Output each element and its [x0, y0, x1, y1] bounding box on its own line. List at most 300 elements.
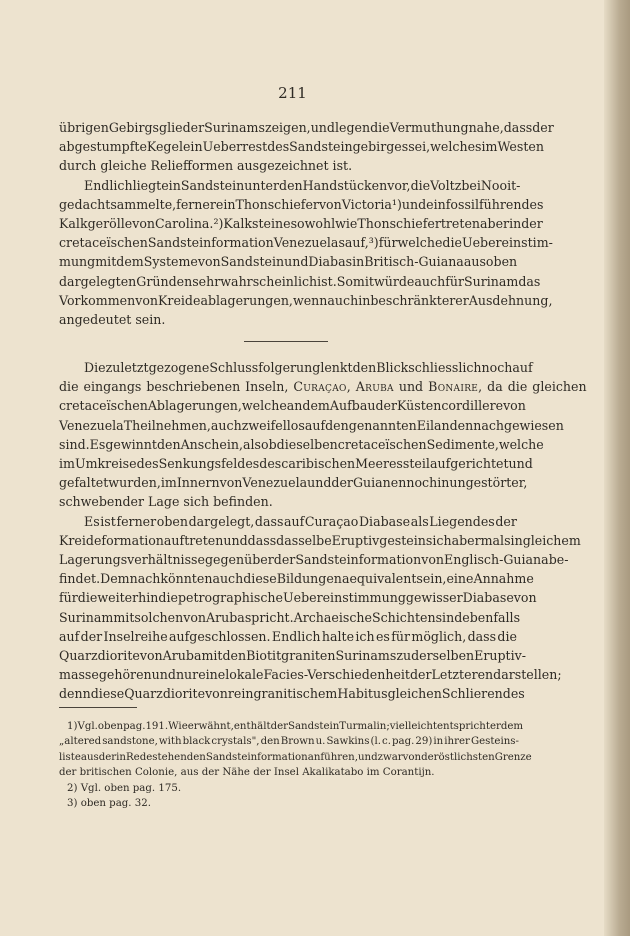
word: der	[521, 215, 543, 231]
word: wenn	[292, 292, 328, 308]
word: als	[410, 513, 429, 529]
word: dargelegt,	[188, 513, 255, 529]
text: der britischen Colonie, aus der Nähe der Insel Akalikatabo im Corantijn.	[59, 767, 435, 779]
word: dass	[503, 120, 533, 135]
word: auf	[512, 360, 533, 375]
word: Voltz	[430, 177, 462, 193]
text: und	[398, 379, 424, 395]
word: Sandsteinformation	[147, 235, 274, 251]
word: Britisch-Guiana	[364, 254, 464, 270]
word: und	[151, 667, 176, 683]
word: den	[260, 736, 280, 748]
word: Schlieren	[441, 686, 503, 702]
text-line	[59, 195, 544, 214]
word: und	[401, 196, 427, 212]
word: in	[433, 736, 444, 748]
word: auf	[304, 417, 326, 433]
word: Anschein,	[180, 436, 244, 452]
word: (l.	[370, 736, 381, 748]
word: Venezuela	[59, 417, 124, 433]
word: be-	[548, 551, 569, 567]
word: Liegendes	[429, 513, 495, 529]
word: den	[352, 360, 377, 375]
word: an	[286, 398, 303, 414]
word: sandstone,	[102, 736, 158, 748]
word: gezogene	[148, 360, 210, 375]
word: Ablagerungen,	[147, 398, 242, 414]
word: der	[375, 398, 397, 414]
word: Kegel	[146, 139, 183, 155]
word: dass	[247, 532, 277, 548]
word: von	[503, 398, 526, 414]
footnote-line	[59, 781, 519, 796]
text-line	[59, 291, 553, 310]
word: Schlussfolgerung	[209, 360, 321, 375]
word: ebenfalls	[462, 609, 521, 625]
word: findet.	[59, 571, 101, 587]
word: des	[259, 455, 282, 471]
word: sind.	[59, 436, 90, 452]
word: in	[510, 532, 523, 548]
word: Eilanden	[416, 417, 474, 433]
word: u.	[315, 736, 326, 748]
text-line	[59, 396, 526, 415]
word: enthält	[233, 721, 271, 732]
word: die	[497, 628, 517, 644]
word: liegt	[132, 177, 162, 193]
word: Diabase	[462, 590, 514, 606]
word: nachgewiesen	[473, 417, 564, 433]
text-line	[59, 646, 527, 665]
word: „altered	[59, 736, 102, 748]
page-number: 211	[278, 84, 307, 102]
word: Uebereinstim-	[461, 235, 553, 251]
footnotes	[59, 719, 532, 811]
word: Blick	[376, 360, 409, 375]
word: Sawkins	[326, 736, 370, 748]
word: Lagerungsverhältnisse	[59, 551, 205, 567]
word: der	[331, 475, 353, 491]
word: im	[160, 475, 177, 491]
word: und	[307, 475, 332, 491]
word: ein	[215, 196, 236, 212]
word: Annahme	[473, 571, 534, 587]
word: der	[532, 120, 554, 135]
word: sehr	[192, 273, 221, 289]
word: sowohl	[290, 215, 336, 231]
word: Gebirgsglieder	[108, 120, 205, 135]
word: das	[518, 273, 541, 289]
text-line	[59, 358, 533, 377]
word: Sedimente,	[426, 436, 499, 452]
word: im	[481, 139, 498, 155]
word: Westen	[497, 139, 544, 155]
word: Küstencordillere	[397, 398, 504, 414]
word: auch	[414, 273, 446, 289]
word: spricht.	[244, 609, 294, 625]
text-line	[59, 118, 554, 137]
word: von	[197, 254, 221, 270]
word: denn	[59, 686, 91, 702]
word: dem	[302, 398, 330, 414]
word: gefaltet	[59, 475, 109, 491]
word: Ausdehnung,	[468, 292, 553, 308]
word: Quarzdiorite	[124, 686, 206, 702]
word: Sandstein	[287, 721, 340, 732]
word: welches	[430, 139, 482, 155]
word: halte	[321, 628, 355, 644]
word: ³)	[368, 235, 379, 251]
word: von	[132, 215, 156, 231]
word: mit	[113, 609, 135, 625]
word: wahrscheinlich	[220, 273, 318, 289]
word: welche	[241, 398, 287, 414]
word: oben	[485, 254, 518, 270]
word: Gesteins-	[470, 736, 519, 748]
paragraph-4	[59, 512, 581, 704]
word: Grenze	[494, 751, 532, 763]
word: in	[509, 215, 522, 231]
word: dargelegten	[59, 273, 137, 289]
word: Victoria	[341, 196, 392, 212]
word: den	[156, 436, 181, 452]
word: aufgeschlossen.	[169, 628, 271, 644]
word: Surinam	[59, 609, 114, 625]
text-line	[59, 569, 534, 588]
word: Habitus	[337, 686, 388, 702]
word: dass	[254, 513, 284, 529]
word: weiterhin	[97, 590, 159, 606]
word: liste	[59, 751, 81, 763]
word: Eruptiv-	[474, 647, 527, 663]
text: 3) oben pag. 32.	[67, 797, 151, 809]
word: die	[77, 590, 98, 606]
word: Thonschiefer	[235, 196, 319, 212]
word: Gründen	[136, 273, 193, 289]
word: Uebereinstimmung	[283, 590, 406, 606]
text-line	[59, 512, 517, 531]
word: in	[358, 292, 371, 308]
word: ist.	[317, 273, 337, 289]
word: schliesslich	[408, 360, 482, 375]
text-line	[59, 473, 528, 492]
word: von	[402, 751, 422, 763]
word: diese	[243, 571, 277, 587]
word: gewinnt	[105, 436, 157, 452]
footnote-divider	[59, 707, 137, 708]
text-line	[59, 156, 517, 175]
word: Surinam	[463, 273, 519, 289]
word: mit	[201, 647, 223, 663]
word: östlichsten	[438, 751, 495, 763]
word: der	[273, 551, 296, 567]
word: Sandstein	[220, 254, 285, 270]
word: von	[139, 647, 163, 663]
word: Turmalin;	[339, 721, 390, 732]
word: granitischem	[253, 686, 338, 702]
text: die eingangs beschriebenen Inseln,	[59, 379, 289, 395]
text-line	[59, 435, 544, 454]
word: die	[370, 120, 390, 135]
paragraph-3	[59, 358, 587, 512]
word: von	[135, 292, 159, 308]
word: zwar	[377, 751, 403, 763]
text-line	[59, 531, 581, 550]
word: Quarzdiorite	[59, 647, 140, 663]
word: cretaceïschen	[59, 235, 148, 251]
word: aequivalent	[341, 571, 417, 587]
word: von	[205, 686, 228, 702]
word: black	[182, 736, 211, 748]
word: aus	[80, 751, 99, 763]
word: es	[375, 628, 390, 644]
text-line	[59, 684, 525, 703]
word: lokale	[225, 667, 264, 683]
text-line	[59, 233, 553, 252]
word: Vorkommen	[59, 292, 136, 308]
word: gleichem	[522, 532, 581, 548]
word: pag.	[392, 736, 415, 748]
text: durch gleiche Reliefformen ausgezeichnet ist.	[59, 158, 353, 174]
text-line	[59, 137, 544, 156]
word: abgestumpfte	[59, 139, 147, 155]
word: c.	[382, 736, 391, 748]
word: Sandsteingebirges	[289, 139, 409, 155]
text-line	[59, 588, 537, 607]
text-line	[59, 252, 517, 271]
word: Surinams	[204, 120, 265, 135]
word: Demnach	[100, 571, 161, 587]
section-divider	[244, 341, 328, 342]
word: beschränkterer	[370, 292, 469, 308]
word: ungestörter,	[449, 475, 528, 491]
word: in	[116, 751, 126, 763]
word: eine	[198, 667, 226, 683]
word: als	[243, 436, 262, 452]
word: Kalksteine	[223, 215, 291, 231]
word: sammelte,	[110, 196, 177, 212]
word: sein,	[416, 571, 447, 587]
word: Theil	[123, 417, 156, 433]
word: ein	[426, 196, 446, 212]
island-name-bonaire: Bonaire	[428, 379, 479, 395]
word: ich	[355, 628, 375, 644]
word: legen	[334, 120, 371, 135]
word: der	[98, 751, 117, 763]
word: zu	[396, 647, 412, 663]
word: Rede	[126, 751, 153, 763]
word: Meeres	[355, 455, 403, 471]
text-line	[59, 310, 517, 329]
word: Die	[84, 360, 106, 375]
word: ein	[161, 177, 181, 193]
word: auch	[210, 417, 242, 433]
word: darstellen;	[493, 667, 562, 683]
footnote-line	[59, 734, 519, 749]
word: von	[219, 475, 243, 491]
word: den	[279, 177, 303, 193]
word: übrigen	[59, 120, 109, 135]
word: Kreideformation	[59, 532, 164, 548]
word: unter	[244, 177, 280, 193]
word: Aruba	[206, 609, 245, 625]
word: auf	[284, 513, 305, 529]
word: vielleicht	[389, 721, 437, 732]
word: Bildungen	[276, 571, 342, 587]
word: Sandsteinformation	[295, 551, 422, 567]
word: Endlich	[84, 177, 133, 193]
word: und	[508, 455, 533, 471]
text-line: die eingangs beschriebenen Inseln, Curaçao, Aruba und Bonaire, da die gleichen	[59, 379, 587, 395]
word: könnten	[160, 571, 213, 587]
word: oben	[97, 721, 124, 732]
word: der	[495, 513, 517, 529]
word: oben	[156, 513, 188, 529]
word: Archaeische	[293, 609, 372, 625]
word: Englisch-Guiana	[444, 551, 549, 567]
word: treten	[440, 215, 481, 231]
word: Sandsteinformation	[205, 751, 308, 763]
footnote-line	[59, 765, 519, 780]
word: caribischen	[281, 455, 356, 471]
word: Wie	[168, 721, 188, 732]
word: von	[183, 609, 207, 625]
text-line	[59, 627, 517, 646]
word: Senkungsfeldes	[158, 455, 260, 471]
word: zweifellos	[241, 417, 305, 433]
word: den	[325, 417, 349, 433]
word: der	[410, 667, 432, 683]
word: zeigen,	[264, 120, 311, 135]
word: gehören	[98, 667, 152, 683]
word: Nooit-	[480, 177, 521, 193]
word: den	[222, 647, 247, 663]
word: in	[352, 254, 365, 270]
word: wurden,	[108, 475, 161, 491]
word: Diabase	[358, 513, 411, 529]
text-line	[59, 454, 533, 473]
word: von	[513, 590, 537, 606]
word: Venezuela	[242, 475, 308, 491]
word: Vermuthung	[389, 120, 469, 135]
word: with	[158, 736, 182, 748]
island-name-curacao: Curaçao	[293, 379, 347, 395]
word: 1)	[67, 721, 78, 732]
word: und	[357, 751, 378, 763]
word: Handstücken	[302, 177, 388, 193]
word: auch	[327, 292, 359, 308]
word: welche	[397, 235, 443, 251]
word: Es	[84, 513, 100, 529]
island-name-aruba: Aruba	[355, 379, 394, 395]
word: des	[502, 686, 525, 702]
text: schwebender Lage sich befinden.	[59, 494, 273, 510]
word: entspricht	[437, 721, 490, 732]
text-line	[59, 492, 517, 511]
word: zuletzt	[105, 360, 149, 375]
word: Guianen	[352, 475, 407, 491]
word: Somit	[336, 273, 374, 289]
word: ²)	[213, 215, 224, 231]
word: Ueberrest	[202, 139, 268, 155]
word: welche	[498, 436, 544, 452]
text: angedeutet sein.	[59, 311, 166, 327]
word: Curaçao	[304, 513, 359, 529]
text-line	[59, 272, 541, 291]
word: gedacht	[59, 196, 111, 212]
word: von	[318, 196, 342, 212]
word: lenkt	[320, 360, 353, 375]
word: die	[158, 590, 178, 606]
word: Aruba	[162, 647, 202, 663]
word: der	[270, 721, 288, 732]
word: noch	[406, 475, 438, 491]
word: nahe,	[468, 120, 504, 135]
word: des	[136, 455, 159, 471]
word: fossilführendes	[445, 196, 544, 212]
word: wie	[335, 215, 358, 231]
page-edge	[604, 0, 630, 936]
text-line	[59, 550, 569, 569]
paragraph-1	[59, 118, 554, 176]
word: möglich,	[411, 628, 467, 644]
word: nehmen,	[155, 417, 211, 433]
word: steil	[402, 455, 430, 471]
word: stehenden	[152, 751, 206, 763]
word: crystals",	[211, 736, 260, 748]
word: dieselben	[276, 436, 338, 452]
word: abermals	[451, 532, 511, 548]
word: auf	[59, 628, 80, 644]
word: Thonschiefer	[357, 215, 441, 231]
word: und	[223, 532, 248, 548]
word: Inselreihe	[103, 628, 168, 644]
word: noch	[481, 360, 513, 375]
word: die	[410, 177, 431, 193]
word: Kreideablagerungen,	[158, 292, 293, 308]
word: derselben	[411, 647, 475, 663]
word: für	[378, 235, 398, 251]
word: gegenüber	[204, 551, 274, 567]
word: Biotitgraniten	[246, 647, 336, 663]
word: auch	[212, 571, 244, 587]
word: ferner	[176, 196, 216, 212]
word: Letzteren	[431, 667, 494, 683]
word: im	[59, 455, 75, 471]
text: , da die gleichen	[478, 379, 587, 395]
word: Endlich	[271, 628, 321, 644]
word: dasselbe	[276, 532, 332, 548]
word: mung	[59, 254, 96, 270]
footnote-line	[59, 719, 524, 734]
word: und	[284, 254, 309, 270]
word: der	[421, 751, 439, 763]
footnote-line	[59, 750, 532, 765]
word: Diabas	[308, 254, 353, 270]
word: Kalkgerölle	[59, 215, 133, 231]
word: des	[267, 139, 290, 155]
word: Venezuelas	[273, 235, 345, 251]
word: diese	[90, 686, 125, 702]
word: ein	[182, 139, 203, 155]
word: Eruptivgestein	[331, 532, 426, 548]
word: anführen,	[307, 751, 358, 763]
word: mit	[95, 254, 117, 270]
word: würde	[373, 273, 415, 289]
word: gleichen	[387, 686, 442, 702]
text-line	[59, 665, 562, 684]
word: Innern	[176, 475, 220, 491]
